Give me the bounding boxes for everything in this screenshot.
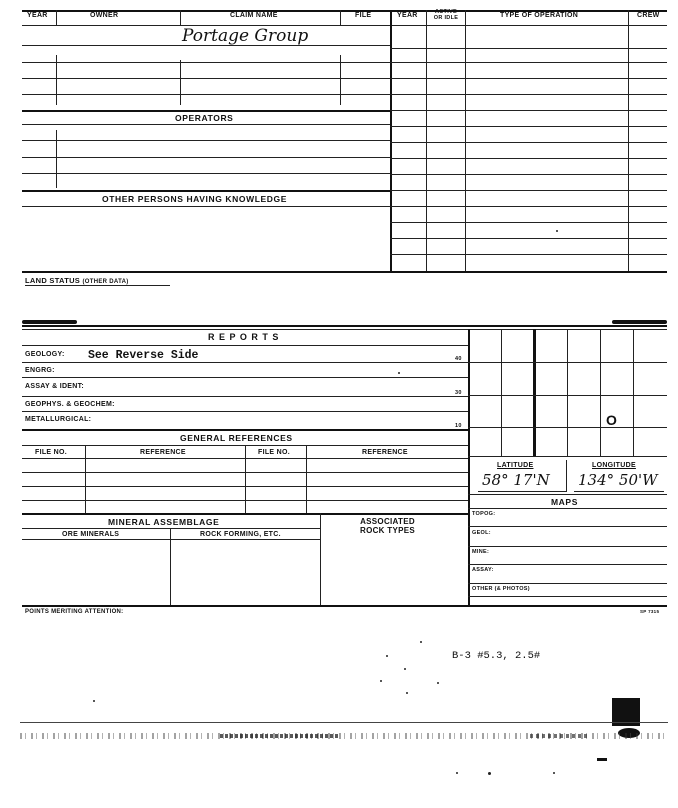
report-label-geology: GEOLOGY: xyxy=(25,351,65,358)
claim-name-value: Portage Group xyxy=(182,26,309,46)
header-active-idle: ACTIVE OR IDLE xyxy=(433,9,459,21)
gr-header-file-no: FILE NO. xyxy=(35,449,67,456)
report-label-assay: ASSAY & IDENT: xyxy=(25,383,85,390)
header-file: FILE xyxy=(355,12,372,19)
map-row-assay: ASSAY: xyxy=(472,567,494,573)
gr-header-reference-2: REFERENCE xyxy=(362,449,408,456)
gr-header-file-no-2: FILE NO. xyxy=(258,449,290,456)
gr-header-reference: REFERENCE xyxy=(140,449,186,456)
latitude-label: LATITUDE xyxy=(497,462,534,469)
header-year: YEAR xyxy=(27,12,48,19)
report-label-metallurgical: METALLURGICAL: xyxy=(25,416,92,423)
map-row-geol: GEOL: xyxy=(472,530,491,536)
report-label-geophys: GEOPHYS. & GEOCHEM: xyxy=(25,401,115,408)
header-type-of-operation: TYPE OF OPERATION xyxy=(500,12,579,19)
reports-title: R E P O R T S xyxy=(208,332,280,342)
header-owner: OWNER xyxy=(90,12,119,19)
operators-title: OPERATORS xyxy=(175,113,234,123)
associated-rock-types-title: ASSOCIATED ROCK TYPES xyxy=(360,517,416,535)
report-num-30: 30 xyxy=(455,390,462,396)
grid-mark: O xyxy=(606,412,617,428)
map-row-topog: TOPOG: xyxy=(472,511,496,517)
report-value-geology: See Reverse Side xyxy=(88,349,199,362)
longitude-value: 134° 50'W xyxy=(578,471,658,489)
maps-title: MAPS xyxy=(551,497,578,507)
ore-minerals-header: ORE MINERALS xyxy=(62,531,120,538)
map-row-other: OTHER (& PHOTOS) xyxy=(472,586,530,592)
report-label-engrg: ENGRG: xyxy=(25,367,55,374)
header-crew: CREW xyxy=(637,12,660,19)
form-code: SP 7315 xyxy=(640,609,660,614)
header-claim-name: CLAIM NAME xyxy=(230,12,278,19)
rock-forming-header: ROCK FORMING, ETC. xyxy=(200,531,281,538)
map-row-mine: MINE: xyxy=(472,549,490,555)
other-persons-title: OTHER PERSONS HAVING KNOWLEDGE xyxy=(102,194,288,204)
report-num-40: 40 xyxy=(455,356,462,362)
latitude-value: 58° 17'N xyxy=(482,471,550,489)
report-num-10: 10 xyxy=(455,423,462,429)
points-meriting-attention-label: POINTS MERITING ATTENTION: xyxy=(25,609,124,615)
header-year-2: YEAR xyxy=(397,12,418,19)
longitude-label: LONGITUDE xyxy=(592,462,636,469)
land-status-label: LAND STATUS (OTHER DATA) xyxy=(25,276,129,285)
footer-annotation: B-3 #5.3, 2.5# xyxy=(452,650,541,662)
mineral-assemblage-title: MINERAL ASSEMBLAGE xyxy=(108,517,220,527)
general-references-title: GENERAL REFERENCES xyxy=(180,433,293,443)
